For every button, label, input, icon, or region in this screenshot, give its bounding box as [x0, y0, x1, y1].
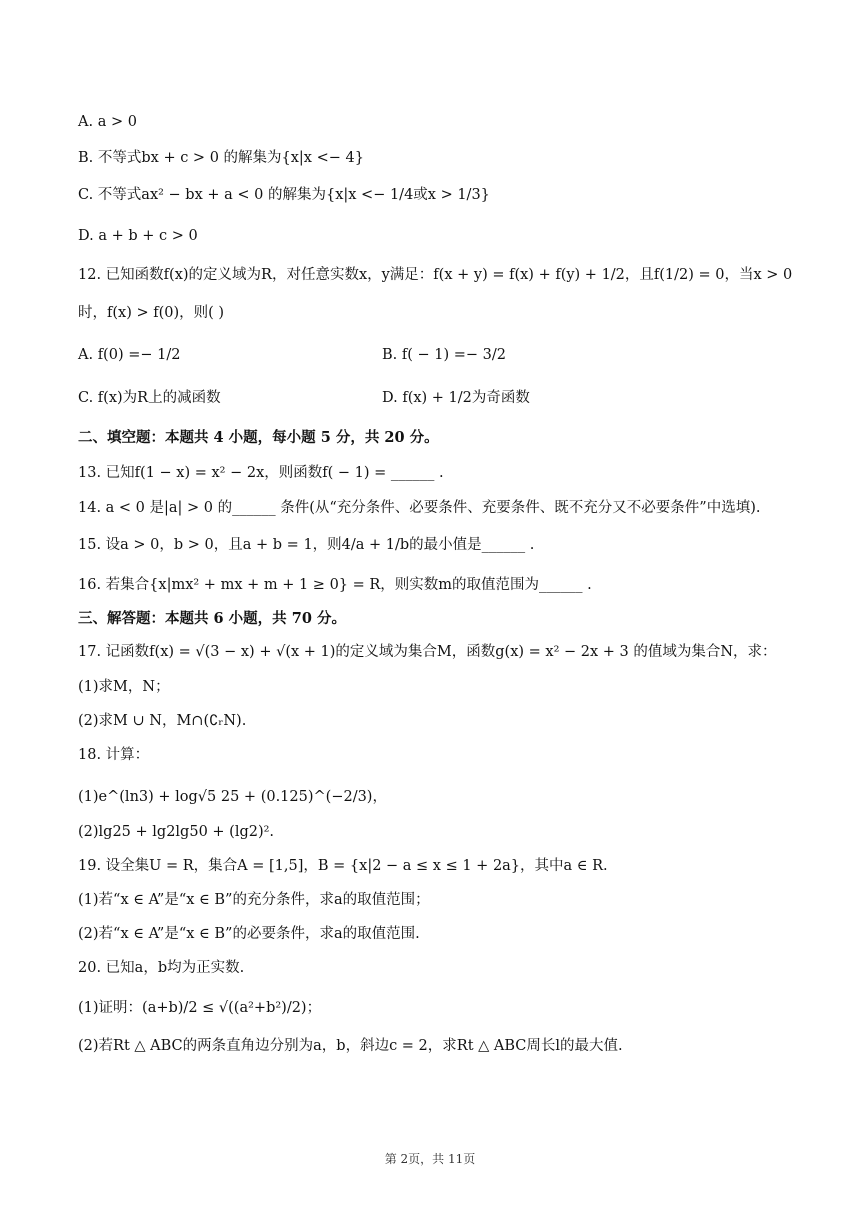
- q17-part1: (1)求M，N；: [78, 679, 170, 695]
- question-16: 16. 若集合{x|mx² + mx + m + 1 ≥ 0} = R，则实数m的取值范围为______ .: [78, 577, 592, 593]
- q18-part1: (1)e^(ln3) + log√5 25 + (0.125)^(−2/3)，: [78, 789, 387, 805]
- q18-stem: 18. 计算：: [78, 747, 150, 763]
- section-solve-heading: 三、解答题：本题共 6 小题，共 70 分。: [78, 610, 346, 627]
- q17-part2: (2)求M ∪ N，M∩(∁ᵣN).: [78, 713, 247, 729]
- q20-part1: (1)证明：(a+b)/2 ≤ √((a²+b²)/2)；: [78, 1000, 322, 1016]
- q19-part2: (2)若“x ∈ A”是“x ∈ B”的必要条件，求a的取值范围.: [78, 926, 420, 942]
- option-a: A. a > 0: [78, 114, 137, 130]
- q19-part1: (1)若“x ∈ A”是“x ∈ B”的充分条件，求a的取值范围；: [78, 892, 430, 908]
- q12-option-c: C. f(x)为R上的减函数: [78, 390, 221, 406]
- question-14: 14. a < 0 是|a| > 0 的______ 条件(从“充分条件、必要条件、充要条件、既不充分又不必要条件”中选填).: [78, 500, 761, 516]
- option-c: C. 不等式ax² − bx + a < 0 的解集为{x|x <− 1/4或x > 1/3}: [78, 187, 490, 203]
- q18-part2: (2)lg25 + lg2lg50 + (lg2)².: [78, 824, 275, 840]
- q12-option-d: D. f(x) + 1/2为奇函数: [382, 390, 530, 406]
- question-15: 15. 设a > 0，b > 0，且a + b = 1，则4/a + 1/b的最小值是______ .: [78, 537, 535, 553]
- q12-stem-line2: 时，f(x) > f(0)，则( ): [78, 305, 225, 321]
- q12-stem-line1: 12. 已知函数f(x)的定义域为R，对任意实数x，y满足：f(x + y) = f(x) + f(y) + 1/2，且f(1/2) = 0，当x > 0: [78, 267, 793, 283]
- q20-part2: (2)若Rt △ ABC的两条直角边分别为a，b，斜边c = 2，求Rt △ ABC周长l的最大值.: [78, 1038, 623, 1054]
- q12-option-a: A. f(0) =− 1/2: [78, 347, 181, 363]
- q20-stem: 20. 已知a，b均为正实数.: [78, 960, 245, 976]
- question-13: 13. 已知f(1 − x) = x² − 2x，则函数f( − 1) = ______ .: [78, 465, 444, 481]
- section-fill-in-heading: 二、填空题：本题共 4 小题，每小题 5 分，共 20 分。: [78, 429, 439, 446]
- option-b: B. 不等式bx + c > 0 的解集为{x|x <− 4}: [78, 150, 364, 166]
- q19-stem: 19. 设全集U = R，集合A = [1,5]，B = {x|2 − a ≤ x ≤ 1 + 2a}，其中a ∈ R.: [78, 858, 608, 874]
- page-footer: 第 2页，共 11页: [384, 1152, 476, 1166]
- option-d: D. a + b + c > 0: [78, 228, 198, 244]
- q17-stem: 17. 记函数f(x) = √(3 − x) + √(x + 1)的定义域为集合M，函数g(x) = x² − 2x + 3 的值域为集合N，求：: [78, 644, 777, 660]
- q12-option-b: B. f( − 1) =− 3/2: [382, 347, 507, 363]
